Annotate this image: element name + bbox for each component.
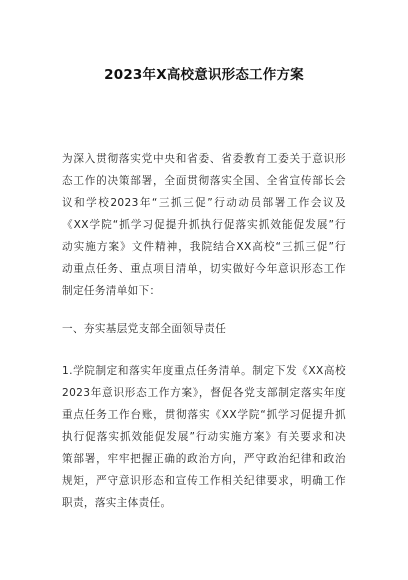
item1-line: 职责，落实主体责任。 (62, 497, 172, 509)
document-title: 2023年X高校意识形态工作方案 (104, 67, 304, 83)
intro-line: 议和学校2023年“三抓三促”行动动员部署工作会议及 (62, 197, 346, 209)
item1-line: 重点任务工作台账，贯彻落实《XX学院“抓学习促提升抓 (62, 409, 346, 421)
intro-line: 态工作的决策部署，全面贯彻落实全国、全省宣传部长会 (62, 175, 346, 187)
section-heading: 一、夯实基层党支部全面领导责任 (62, 323, 227, 335)
intro-line: 动实施方案》文件精神，我院结合XX高校“三抓三促”行 (62, 241, 346, 253)
item1-line: 执行促落实抓效能促发展”行动实施方案》有关要求和决 (62, 431, 346, 443)
intro-line: 为深入贯彻落实党中央和省委、省委教育工委关于意识形 (62, 153, 346, 165)
intro-line: 制定任务清单如下： (62, 285, 161, 297)
item1-line: 2023年意识形态工作方案》，督促各党支部制定落实年度 (62, 387, 346, 399)
intro-line: 动重点任务、重点项目清单，切实做好今年意识形态工作 (62, 263, 346, 275)
item1-line: 1.学院制定和落实年度重点任务清单。制定下发《XX高校 (62, 365, 346, 377)
item1-line: 规矩，严守意识形态和宣传工作相关纪律要求，明确工作 (62, 475, 346, 487)
item1-line: 策部署，牢牢把握正确的政治方向，严守政治纪律和政治 (62, 453, 346, 465)
intro-line: 《XX学院“抓学习促提升抓执行促落实抓效能促发展”行 (62, 219, 346, 231)
